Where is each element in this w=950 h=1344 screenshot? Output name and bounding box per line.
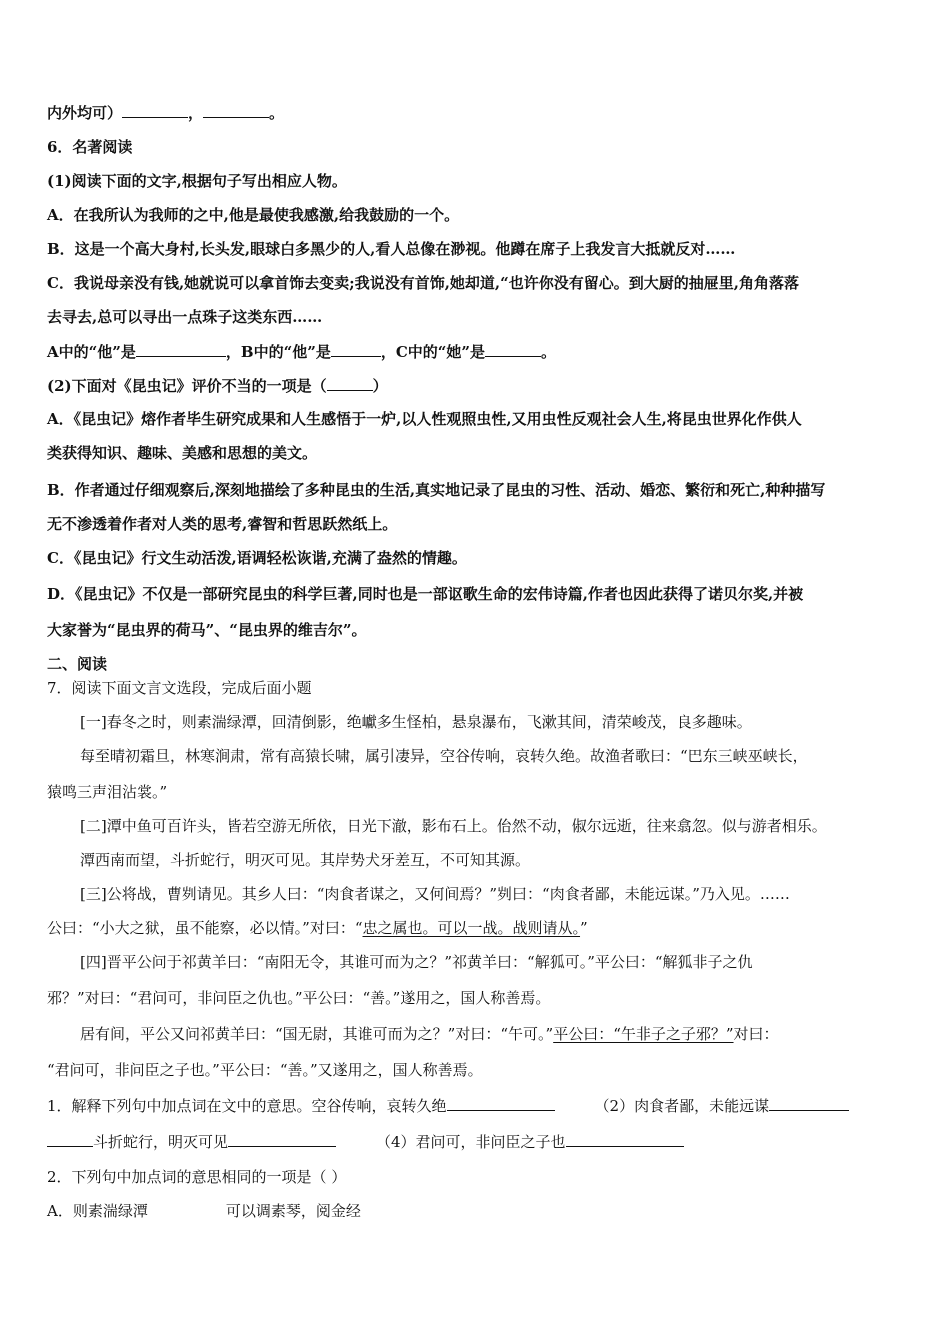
answer-blank-4[interactable]: [566, 1131, 684, 1147]
answer-blank-choice[interactable]: [327, 375, 373, 391]
passage-b: B．这是一个高大身村,长头发,眼球白多黑少的人,看人总像在渺视。他蹲在席子上我发言大抵就反对……: [47, 240, 736, 258]
passage-1-end: 猿鸣三声泪沾裳。”: [47, 783, 168, 801]
passage-1-cont: 每至晴初霜旦，林寒涧肃，常有高猿长啸，属引凄异，空谷传响，哀转久绝。故渔者歌曰：“巴东三峡巫峡长，: [80, 747, 808, 765]
passage-4-para2: 居有间，平公又问祁黄羊曰：“国无尉，其谁可而为之？”对曰：“午可。”平公曰：“午非子之子邪？”对曰：: [80, 1025, 779, 1043]
option-b-line1: B．作者通过仔细观察后,深刻地描绘了多种昆虫的生活,真实地记录了昆虫的习性、活动、婚恋、繁衍和死亡,种种描写: [47, 481, 826, 499]
passage-a: A．在我所认为我师的之中,他是最使我感激,给我鼓励的一个。: [47, 206, 460, 224]
passage-1: [一]春冬之时，则素湍绿潭，回清倒影，绝巘多生怪柏，悬泉瀑布，飞漱其间，清荣峻茂，良多趣味。: [80, 713, 752, 731]
line-prefix: 内外均可）: [47, 104, 123, 122]
answer-blank-c[interactable]: [485, 341, 541, 357]
answer-blank-2-cont[interactable]: [47, 1131, 93, 1147]
answer-blank-3[interactable]: [228, 1131, 336, 1147]
fill-in-characters: A中的“他”是 ，B中的“他”是 ，C中的“她”是 。: [47, 343, 557, 361]
continued-line: 内外均可） ， 。: [47, 104, 285, 122]
section-2-heading: 二、阅读: [47, 655, 108, 673]
question-6-1-prompt: (1)阅读下面的文字,根据句子写出相应人物。: [47, 172, 347, 190]
passage-4: [四]晋平公问于祁黄羊曰：“南阳无令，其谁可而为之？”祁黄羊曰：“解狐可。”平公曰：“解狐非子之仇: [80, 953, 753, 971]
option-b-line2: 无不渗透着作者对人类的思考,睿智和哲思跃然纸上。: [47, 515, 398, 533]
question-7-prompt: 7．阅读下面文言文选段，完成后面小题: [47, 679, 312, 697]
question-6-heading: 6．名著阅读: [47, 138, 133, 156]
underlined-sentence: 平公曰：“午非子之子邪？”: [553, 1025, 734, 1043]
question-6-2-prompt: (2)下面对《昆虫记》评价不当的一项是（ ）: [47, 377, 388, 395]
passage-3-cont: 公曰：“小大之狱，虽不能察，必以情。”对曰：“忠之属也。可以一战。战则请从。”: [47, 919, 588, 937]
answer-blank-b[interactable]: [331, 341, 381, 357]
answer-blank[interactable]: [122, 102, 188, 118]
option-d-line2: 大家誉为“昆虫界的荷马”、“昆虫界的维吉尔”。: [47, 621, 367, 639]
option-a-line2: 类获得知识、趣味、美感和思想的美文。: [47, 444, 318, 462]
option-a-line1: A．《昆虫记》熔作者毕生研究成果和人生感悟于一炉,以人性观照虫性,又用虫性反观社会人生,将昆虫世界化作供人: [47, 410, 802, 428]
answer-blank[interactable]: [203, 102, 269, 118]
answer-blank-a[interactable]: [136, 341, 226, 357]
passage-c-line1: C．我说母亲没有钱,她就说可以拿首饰去变卖;我说没有首饰,她却道,“也许你没有留心。到大厨的抽屉里,角角落落: [47, 274, 799, 292]
passage-4-cont: 邪？”对曰：“君问可，非问臣之仇也。”平公曰：“善。”遂用之，国人称善焉。: [47, 989, 551, 1007]
passage-4-para2-cont: “君问可，非问臣之子也。”平公曰：“善。”又遂用之，国人称善焉。: [47, 1061, 483, 1079]
option-c: C．《昆虫记》行文生动活泼,语调轻松诙谐,充满了盎然的情趣。: [47, 549, 467, 567]
option-d-line1: D．《昆虫记》不仅是一部研究昆虫的科学巨著,同时也是一部讴歌生命的宏伟诗篇,作者也因此获得了诺贝尔奖,并被: [47, 585, 804, 603]
passage-2: [二]潭中鱼可百许头，皆若空游无所依，日光下澈，影布石上。佁然不动，俶尔远逝，往来翕忽。似与游者相乐。: [80, 817, 827, 835]
answer-blank-2[interactable]: [769, 1095, 849, 1111]
underlined-sentence: 忠之属也。可以一战。战则请从。: [362, 919, 581, 937]
sub-question-2-option-a: A．则素湍绿潭 可以调素琴，阅金经: [47, 1202, 361, 1220]
sub-question-1-cont: 斗折蛇行，明灭可见 （4）君问可，非问臣之子也: [47, 1131, 684, 1152]
answer-blank-1[interactable]: [447, 1095, 555, 1111]
passage-c-line2: 去寻去,总可以寻出一点珠子这类东西……: [47, 308, 323, 326]
passage-2-cont: 潭西南而望，斗折蛇行，明灭可见。其岸势犬牙差互，不可知其源。: [80, 851, 531, 869]
sub-question-2: 2．下列句中加点词的意思相同的一项是（ ）: [47, 1168, 347, 1186]
sub-question-1: 1．解释下列句中加点词在文中的意思。空谷传响，哀转久绝 （2）肉食者鄙，未能远谋: [47, 1095, 849, 1116]
passage-3: [三]公将战，曹刿请见。其乡人曰：“肉食者谋之，又何间焉？”刿曰：“肉食者鄙，未能远谋。”乃入见。……: [80, 885, 790, 903]
